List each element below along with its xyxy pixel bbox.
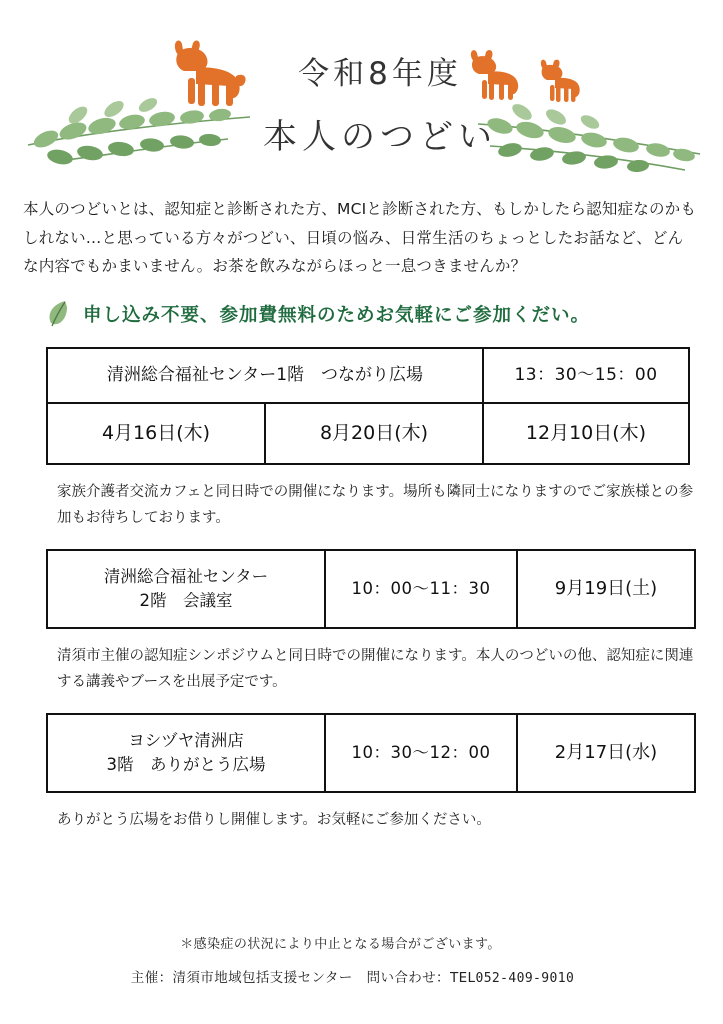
table-row — [47, 714, 695, 792]
table2-place-line2: 2階 会議室 — [139, 591, 233, 611]
header-banner — [0, 0, 723, 195]
schedule-table-2 — [46, 549, 696, 629]
table1-date-1: 4月16日(木) — [47, 403, 265, 465]
schedule-table-1 — [46, 347, 690, 465]
donkey-icon — [533, 58, 585, 104]
table3-date: 2月17日(水) — [517, 714, 695, 792]
table2-date: 9月19日(土) — [517, 550, 695, 628]
table1-date-2: 8月20日(木) — [265, 403, 483, 465]
table3-place — [47, 714, 325, 792]
table2-place-line1: 清洲総合福祉センター — [103, 567, 269, 587]
table3-place-line1: ヨシヅヤ清洲店 — [128, 731, 244, 751]
table-row — [47, 348, 689, 403]
contact-tel: 052-409-9010 — [475, 971, 575, 986]
leaf-icon — [45, 299, 71, 329]
table-row — [47, 403, 689, 465]
leaf-branch-icon — [470, 100, 710, 180]
table1-date-3: 12月10日(木) — [483, 403, 689, 465]
page-title — [255, 48, 505, 158]
note-3: ありがとう広場をお借りし開催します。お気軽にご参加ください。 — [57, 812, 491, 829]
table2-time: 10：00～11：30 — [325, 550, 517, 628]
organizer-name: 主催：清須市地域包括支援センター — [130, 970, 367, 986]
table3-place-line2: 3階 ありがとう広場 — [106, 755, 266, 775]
table-row — [47, 550, 695, 628]
highlight-text: 申し込み不要、参加費無料のためお気軽にご参加くだい。 — [83, 305, 591, 327]
table1-place: 清洲総合福祉センター1階 つながり広場 — [47, 348, 483, 403]
title-main: 本人のつどい — [263, 117, 497, 157]
footer-organizer — [0, 966, 723, 986]
table3-time: 10：30～12：00 — [325, 714, 517, 792]
schedule-table-3 — [46, 713, 696, 793]
highlight-banner — [45, 299, 723, 329]
note-2: 清須市主催の認知症シンポジウムと同日時での開催になります。本人のつどいの他、認知症に関連する講義やブースを出展予定です。 — [57, 648, 694, 691]
footer-caution: ＊感染症の状況により中止となる場合がございます。 — [180, 937, 501, 952]
title-year: 令和8年度 — [298, 56, 462, 92]
note-1: 家族介護者交流カフェと同日時での開催になります。場所も隣同士になりますのでご家族様との参加もお待ちしております。 — [57, 484, 694, 527]
intro-paragraph: 本人のつどいとは、認知症と診断された方、MCIと診断された方、もしかしたら認知症なのかもしれない…と思っている方々がつどい、日頃の悩み、日常生活のちょっとしたお話など、どんな内容でもかまいません。お茶を飲みながらほっと一息つきませんか？ — [23, 200, 697, 276]
table2-place — [47, 550, 325, 628]
donkey-icon — [160, 38, 250, 110]
table1-time: 13：30～15：00 — [483, 348, 689, 403]
contact-label: 問い合わせ：TEL — [366, 970, 476, 986]
footer — [0, 933, 723, 986]
